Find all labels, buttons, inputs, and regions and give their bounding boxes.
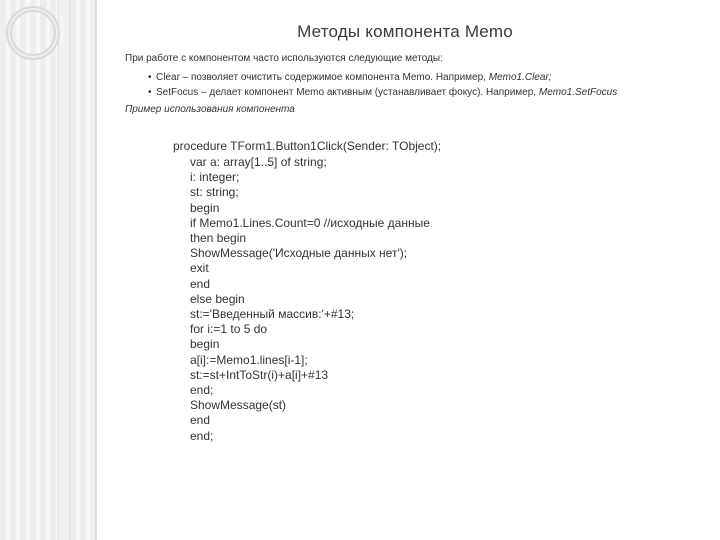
code-line: ShowMessage('Исходные данных нет'); bbox=[190, 246, 408, 261]
code-line: ShowMessage(st) bbox=[190, 398, 287, 413]
code-line: end bbox=[190, 413, 211, 428]
code-line: then begin bbox=[190, 231, 247, 246]
code-line: var a: array[1..5] of string; bbox=[190, 155, 327, 169]
code-line: a[i]:=Memo1.lines[i-1]; bbox=[190, 352, 308, 367]
list-item-example: Memo1.Clear; bbox=[488, 72, 552, 83]
code-line: end; bbox=[190, 383, 214, 398]
list-item bbox=[148, 70, 617, 85]
code-line: st:='Введенный массив:'+#13; bbox=[190, 307, 355, 322]
example-heading: Пример использования компонента bbox=[125, 104, 295, 115]
ring-ornament-icon bbox=[2, 2, 64, 64]
slide-title: Методы компонента Memo bbox=[297, 22, 513, 41]
code-line: i: integer; bbox=[190, 170, 240, 185]
code-line: st:=st+IntToStr(i)+a[i]+#13 bbox=[190, 367, 329, 382]
code-procedure-header: procedure TForm1.Button1Click(Sender: TObject); bbox=[173, 139, 442, 153]
code-block bbox=[190, 155, 430, 444]
code-line: end; bbox=[190, 428, 214, 443]
list-item bbox=[148, 85, 617, 100]
code-line: st: string; bbox=[190, 185, 239, 200]
code-line: if Memo1.Lines.Count=0 //исходные данные bbox=[190, 215, 430, 230]
left-decorative-band bbox=[0, 0, 95, 540]
methods-list bbox=[148, 70, 617, 100]
list-item-example: Memo1.SetFocus bbox=[538, 87, 618, 98]
list-item-text: SetFocus – делает компонент Memo активным (устанавливает фокус). Например, bbox=[156, 87, 539, 98]
band-edge-line bbox=[95, 0, 97, 540]
bullet-icon: • bbox=[148, 72, 152, 83]
band-stripe bbox=[58, 0, 70, 540]
bullet-icon: • bbox=[148, 87, 152, 98]
code-line: end bbox=[190, 276, 211, 291]
intro-text: При работе с компонентом часто используются следующие методы: bbox=[125, 53, 443, 64]
code-line: exit bbox=[190, 261, 209, 276]
code-line: else begin bbox=[190, 291, 245, 306]
code-line: begin bbox=[190, 200, 220, 215]
code-line: for i:=1 to 5 do bbox=[190, 322, 268, 337]
list-item-text: Clear – позволяет очистить содержимое компонента Memo. Например, bbox=[156, 72, 489, 83]
code-line: begin bbox=[190, 337, 220, 352]
